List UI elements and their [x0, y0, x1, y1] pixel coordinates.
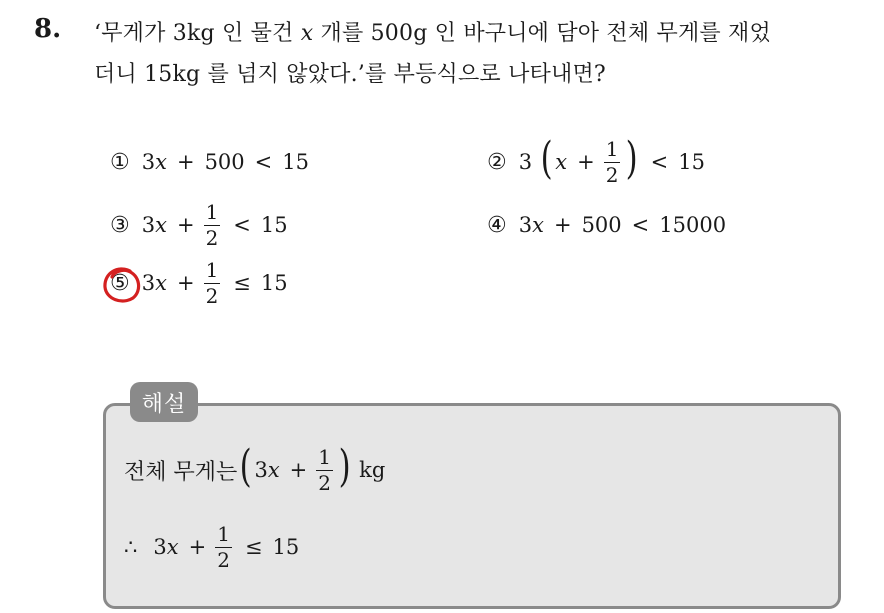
choice-2[interactable]: [487, 132, 705, 192]
question-text-line-1: [94, 16, 771, 47]
fraction: $\frac{1}{2}$: [205, 257, 219, 308]
fraction: $\frac{1}{2}$: [318, 444, 331, 495]
fraction: $\frac{1}{2}$: [205, 199, 219, 250]
question-text-line-2: 더니 15kg 를 넘지 않았다.’를 부등식으로 나타내면?: [94, 62, 606, 87]
choice-marker: ①: [110, 149, 130, 175]
choice-marker: ⑤: [110, 271, 130, 296]
explanation-line-2: [124, 515, 299, 579]
choice-1[interactable]: [110, 132, 309, 192]
explanation-conclusion: ∴ 3 x + $\frac{1}{2}$ ≤ 15: [124, 521, 300, 572]
choice-expression: 3 x + 500 < 15: [141, 150, 309, 174]
explanation-line-1: [124, 438, 385, 502]
choice-5[interactable]: [110, 253, 288, 313]
therefore-symbol: ∴: [124, 535, 138, 559]
choice-expression: 3 x + $\frac{1}{2}$ ≤ 15: [141, 257, 288, 308]
explanation-label: 해설: [130, 382, 198, 422]
question-text-part: ‘무게가 3kg 인 물건: [94, 21, 301, 46]
choice-expression: 3 x + $\frac{1}{2}$ < 15: [141, 199, 288, 250]
choice-3[interactable]: [110, 195, 288, 255]
fraction: $\frac{1}{2}$: [605, 136, 619, 187]
question-variable: x: [300, 21, 314, 46]
choice-marker: ②: [487, 149, 507, 175]
choice-marker: ④: [487, 212, 507, 238]
explanation-text: 전체 무게는: [124, 459, 238, 485]
choice-expression: 3 ( x + $\frac{1}{2}$ ) < 15: [518, 133, 705, 187]
fraction: $\frac{1}{2}$: [217, 521, 230, 572]
question-text-part: 개를 500g 인 바구니에 담아 전체 무게를 재었: [313, 21, 771, 46]
question-number: 8.: [34, 14, 62, 44]
choice-marker: ③: [110, 212, 130, 238]
choice-4[interactable]: [487, 195, 726, 255]
explanation-expression: ( 3 x + $\frac{1}{2}$ ) kg: [239, 441, 386, 495]
choice-expression: 3 x + 500 < 15000: [518, 213, 727, 237]
